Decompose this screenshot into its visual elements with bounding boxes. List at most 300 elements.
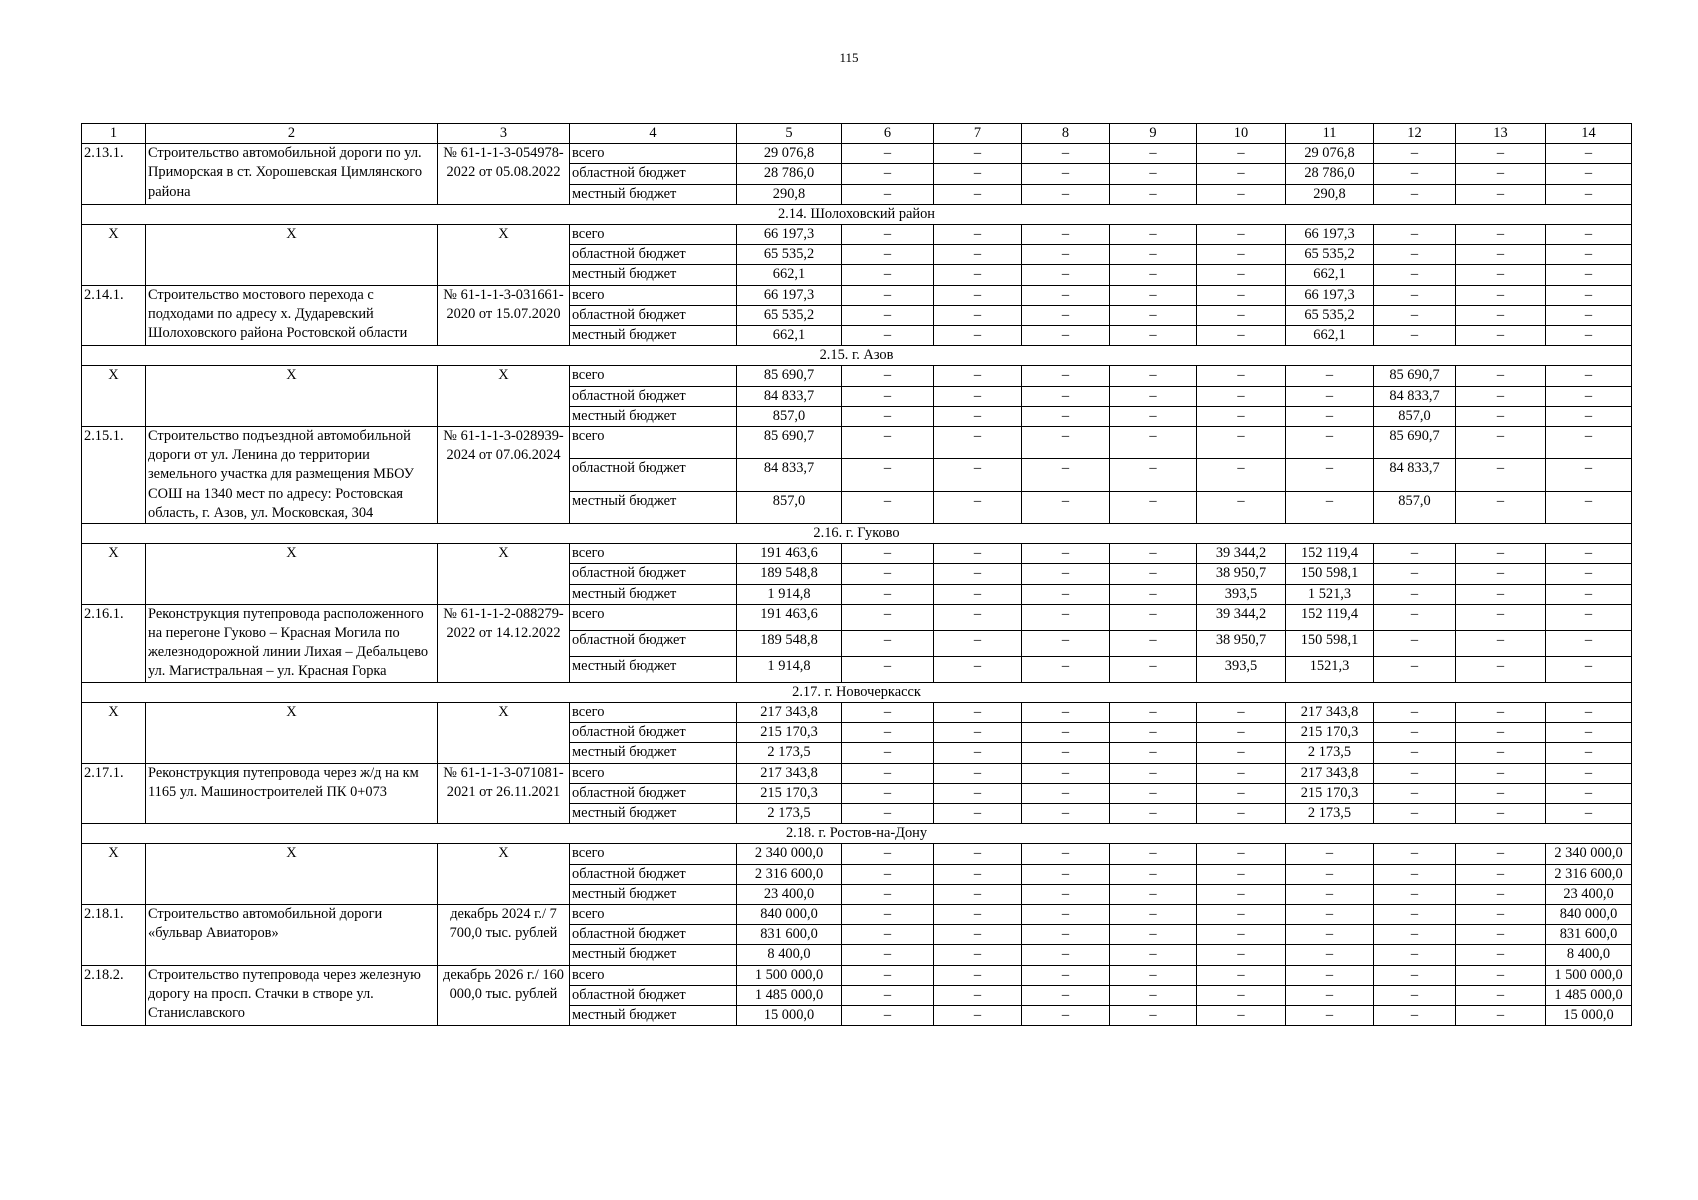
value-cell: –: [1197, 1005, 1286, 1025]
value-cell: –: [1546, 285, 1632, 305]
value-cell: –: [934, 904, 1022, 924]
value-cell: –: [842, 723, 934, 743]
funding-source: областной бюджет: [570, 386, 737, 406]
value-cell: –: [1197, 783, 1286, 803]
value-cell: –: [1374, 184, 1456, 204]
value-cell: 191 463,6: [737, 544, 842, 564]
item-name: Реконструкция путепровода расположенного на перегоне Гуково – Красная Могила по железнодорожной линии Лихая – Дебальцево ул. Магистральная – ул. Красная Горка: [146, 604, 438, 682]
value-cell: –: [842, 144, 934, 164]
value-cell: –: [1286, 844, 1374, 864]
column-header: 14: [1546, 124, 1632, 144]
value-cell: 1 914,8: [737, 584, 842, 604]
value-cell: –: [1546, 723, 1632, 743]
value-cell: –: [1456, 406, 1546, 426]
value-cell: –: [842, 743, 934, 763]
funding-source: местный бюджет: [570, 945, 737, 965]
value-cell: –: [1546, 743, 1632, 763]
value-cell: –: [934, 723, 1022, 743]
value-cell: –: [934, 245, 1022, 265]
item-name: Строительство подъездной автомобильной дороги от ул. Ленина до территории земельного участка для размещения МБОУ СОШ на 1340 мест по адресу: Ростовская область, г. Азов, ул. Московская, 304: [146, 427, 438, 524]
value-cell: –: [842, 783, 934, 803]
value-cell: –: [934, 656, 1022, 682]
value-cell: –: [1374, 584, 1456, 604]
section-row: [82, 346, 1632, 366]
value-cell: –: [842, 406, 934, 426]
value-cell: –: [1286, 491, 1374, 523]
value-cell: –: [842, 225, 934, 245]
column-header: 5: [737, 124, 842, 144]
table-row: [82, 763, 1632, 783]
value-cell: 23 400,0: [1546, 884, 1632, 904]
value-cell: –: [1456, 985, 1546, 1005]
value-cell: –: [1286, 884, 1374, 904]
funding-source: местный бюджет: [570, 184, 737, 204]
value-cell: –: [1546, 265, 1632, 285]
item-name: Строительство путепровода через железную дорогу на просп. Стачки в створе ул. Станиславского: [146, 965, 438, 1026]
value-cell: 66 197,3: [737, 225, 842, 245]
value-cell: 290,8: [1286, 184, 1374, 204]
value-cell: 840 000,0: [1546, 904, 1632, 924]
item-name: Х: [146, 544, 438, 605]
value-cell: –: [1374, 164, 1456, 184]
funding-source: всего: [570, 427, 737, 459]
section-row: [82, 524, 1632, 544]
value-cell: 85 690,7: [737, 427, 842, 459]
column-header: 13: [1456, 124, 1546, 144]
value-cell: –: [1456, 544, 1546, 564]
funding-source: местный бюджет: [570, 265, 737, 285]
value-cell: –: [934, 763, 1022, 783]
funding-source: областной бюджет: [570, 245, 737, 265]
value-cell: –: [1546, 702, 1632, 722]
funding-source: местный бюджет: [570, 406, 737, 426]
value-cell: –: [934, 564, 1022, 584]
value-cell: –: [1546, 604, 1632, 630]
value-cell: 85 690,7: [737, 366, 842, 386]
value-cell: –: [1456, 305, 1546, 325]
value-cell: –: [1022, 544, 1110, 564]
value-cell: 66 197,3: [737, 285, 842, 305]
value-cell: –: [934, 844, 1022, 864]
value-cell: 66 197,3: [1286, 285, 1374, 305]
value-cell: –: [1022, 904, 1110, 924]
value-cell: –: [1110, 904, 1197, 924]
value-cell: –: [1546, 366, 1632, 386]
item-document: Х: [438, 702, 570, 763]
value-cell: –: [934, 630, 1022, 656]
value-cell: –: [1456, 604, 1546, 630]
value-cell: –: [1110, 965, 1197, 985]
value-cell: –: [934, 225, 1022, 245]
value-cell: –: [1374, 925, 1456, 945]
item-name: Х: [146, 844, 438, 905]
value-cell: –: [1197, 985, 1286, 1005]
value-cell: –: [1197, 326, 1286, 346]
value-cell: 217 343,8: [737, 702, 842, 722]
value-cell: 38 950,7: [1197, 630, 1286, 656]
value-cell: –: [842, 945, 934, 965]
value-cell: –: [1022, 225, 1110, 245]
value-cell: 2 173,5: [1286, 743, 1374, 763]
value-cell: –: [1197, 459, 1286, 491]
value-cell: –: [842, 763, 934, 783]
value-cell: –: [1197, 184, 1286, 204]
value-cell: –: [934, 743, 1022, 763]
value-cell: –: [1374, 864, 1456, 884]
value-cell: –: [842, 630, 934, 656]
value-cell: –: [1546, 225, 1632, 245]
column-header: 1: [82, 124, 146, 144]
value-cell: –: [842, 884, 934, 904]
value-cell: 2 173,5: [1286, 803, 1374, 823]
funding-source: местный бюджет: [570, 584, 737, 604]
value-cell: –: [1456, 427, 1546, 459]
value-cell: –: [1374, 656, 1456, 682]
value-cell: –: [1456, 743, 1546, 763]
value-cell: –: [1456, 491, 1546, 523]
value-cell: –: [1546, 763, 1632, 783]
value-cell: –: [1374, 305, 1456, 325]
value-cell: –: [934, 1005, 1022, 1025]
value-cell: –: [1110, 144, 1197, 164]
value-cell: –: [842, 427, 934, 459]
budget-table: [81, 123, 1632, 1026]
value-cell: –: [934, 864, 1022, 884]
value-cell: 831 600,0: [737, 925, 842, 945]
value-cell: –: [1286, 386, 1374, 406]
value-cell: –: [934, 965, 1022, 985]
item-name: Строительство автомобильной дороги по ул. Приморская в ст. Хорошевская Цимлянского района: [146, 144, 438, 205]
value-cell: 857,0: [737, 491, 842, 523]
item-number: Х: [82, 544, 146, 605]
value-cell: 65 535,2: [737, 245, 842, 265]
value-cell: –: [1022, 491, 1110, 523]
value-cell: –: [1456, 844, 1546, 864]
value-cell: –: [1456, 965, 1546, 985]
value-cell: –: [934, 386, 1022, 406]
value-cell: –: [1022, 884, 1110, 904]
value-cell: –: [842, 245, 934, 265]
value-cell: –: [1374, 544, 1456, 564]
value-cell: 15 000,0: [737, 1005, 842, 1025]
value-cell: –: [842, 702, 934, 722]
item-document: № 61-1-1-3-054978-2022 от 05.08.2022: [438, 144, 570, 205]
funding-source: областной бюджет: [570, 164, 737, 184]
value-cell: –: [934, 925, 1022, 945]
funding-source: всего: [570, 904, 737, 924]
section-title: 2.15. г. Азов: [82, 346, 1632, 366]
item-number: 2.13.1.: [82, 144, 146, 205]
value-cell: 39 344,2: [1197, 544, 1286, 564]
value-cell: –: [1456, 884, 1546, 904]
value-cell: –: [1022, 604, 1110, 630]
value-cell: –: [1456, 702, 1546, 722]
funding-source: местный бюджет: [570, 803, 737, 823]
value-cell: –: [1374, 285, 1456, 305]
funding-source: всего: [570, 702, 737, 722]
funding-source: всего: [570, 366, 737, 386]
value-cell: –: [842, 803, 934, 823]
value-cell: –: [1374, 1005, 1456, 1025]
total-row: [82, 544, 1632, 564]
value-cell: –: [1546, 584, 1632, 604]
value-cell: –: [1197, 144, 1286, 164]
page-number: 115: [839, 50, 859, 65]
value-cell: 2 173,5: [737, 743, 842, 763]
value-cell: –: [1374, 965, 1456, 985]
item-number: 2.18.2.: [82, 965, 146, 1026]
item-number: Х: [82, 844, 146, 905]
funding-source: местный бюджет: [570, 326, 737, 346]
value-cell: –: [1374, 945, 1456, 965]
value-cell: –: [1110, 564, 1197, 584]
value-cell: 8 400,0: [1546, 945, 1632, 965]
value-cell: –: [842, 1005, 934, 1025]
value-cell: –: [1197, 427, 1286, 459]
item-document: Х: [438, 844, 570, 905]
value-cell: –: [1110, 1005, 1197, 1025]
value-cell: –: [1374, 985, 1456, 1005]
value-cell: –: [1110, 743, 1197, 763]
value-cell: –: [1022, 1005, 1110, 1025]
value-cell: –: [1022, 803, 1110, 823]
value-cell: –: [842, 386, 934, 406]
value-cell: 8 400,0: [737, 945, 842, 965]
funding-source: всего: [570, 604, 737, 630]
value-cell: –: [1456, 656, 1546, 682]
funding-source: всего: [570, 144, 737, 164]
value-cell: –: [1456, 164, 1546, 184]
item-document: № 61-1-1-3-031661-2020 от 15.07.2020: [438, 285, 570, 346]
value-cell: –: [1546, 305, 1632, 325]
table-row: [82, 604, 1632, 630]
value-cell: –: [1197, 702, 1286, 722]
value-cell: –: [934, 584, 1022, 604]
value-cell: –: [1456, 326, 1546, 346]
value-cell: –: [1022, 366, 1110, 386]
funding-source: всего: [570, 544, 737, 564]
funding-source: всего: [570, 285, 737, 305]
item-name: Х: [146, 225, 438, 286]
value-cell: –: [1374, 245, 1456, 265]
value-cell: 662,1: [1286, 326, 1374, 346]
value-cell: –: [934, 491, 1022, 523]
funding-source: областной бюджет: [570, 459, 737, 491]
item-document: № 61-1-1-3-028939-2024 от 07.06.2024: [438, 427, 570, 524]
value-cell: –: [1110, 584, 1197, 604]
value-cell: –: [1110, 945, 1197, 965]
item-document: № 61-1-1-2-088279-2022 от 14.12.2022: [438, 604, 570, 682]
value-cell: –: [1286, 366, 1374, 386]
item-number: 2.16.1.: [82, 604, 146, 682]
value-cell: –: [1286, 925, 1374, 945]
value-cell: –: [1022, 265, 1110, 285]
value-cell: –: [1197, 245, 1286, 265]
value-cell: 215 170,3: [737, 723, 842, 743]
value-cell: –: [934, 164, 1022, 184]
value-cell: –: [1110, 544, 1197, 564]
column-header: 10: [1197, 124, 1286, 144]
value-cell: 2 173,5: [737, 803, 842, 823]
value-cell: –: [1110, 386, 1197, 406]
value-cell: –: [1197, 925, 1286, 945]
value-cell: –: [934, 544, 1022, 564]
value-cell: –: [1022, 743, 1110, 763]
value-cell: 831 600,0: [1546, 925, 1632, 945]
item-name: Строительство автомобильной дороги «бульвар Авиаторов»: [146, 904, 438, 965]
value-cell: 217 343,8: [1286, 702, 1374, 722]
funding-source: всего: [570, 965, 737, 985]
value-cell: –: [934, 604, 1022, 630]
value-cell: 150 598,1: [1286, 564, 1374, 584]
value-cell: 84 833,7: [737, 459, 842, 491]
value-cell: –: [1197, 164, 1286, 184]
value-cell: –: [1374, 803, 1456, 823]
value-cell: –: [1197, 803, 1286, 823]
value-cell: –: [934, 366, 1022, 386]
value-cell: 2 340 000,0: [737, 844, 842, 864]
value-cell: –: [842, 656, 934, 682]
value-cell: –: [842, 904, 934, 924]
value-cell: 39 344,2: [1197, 604, 1286, 630]
value-cell: 840 000,0: [737, 904, 842, 924]
value-cell: 189 548,8: [737, 564, 842, 584]
value-cell: –: [842, 366, 934, 386]
value-cell: 217 343,8: [737, 763, 842, 783]
item-name: Х: [146, 702, 438, 763]
value-cell: –: [1374, 743, 1456, 763]
value-cell: –: [1286, 427, 1374, 459]
value-cell: –: [1197, 491, 1286, 523]
value-cell: –: [1197, 844, 1286, 864]
value-cell: –: [1022, 945, 1110, 965]
value-cell: –: [1286, 864, 1374, 884]
section-row: [82, 682, 1632, 702]
value-cell: –: [1374, 844, 1456, 864]
value-cell: –: [1197, 366, 1286, 386]
value-cell: 662,1: [1286, 265, 1374, 285]
value-cell: –: [1456, 225, 1546, 245]
value-cell: –: [1022, 326, 1110, 346]
funding-source: областной бюджет: [570, 925, 737, 945]
item-document: Х: [438, 366, 570, 427]
value-cell: –: [1286, 965, 1374, 985]
column-header: 8: [1022, 124, 1110, 144]
item-name: Строительство мостового перехода с подходами по адресу х. Дударевский Шолоховского района Ростовской области: [146, 285, 438, 346]
value-cell: 38 950,7: [1197, 564, 1286, 584]
value-cell: 1521,3: [1286, 656, 1374, 682]
value-cell: –: [1110, 265, 1197, 285]
value-cell: –: [1197, 723, 1286, 743]
value-cell: –: [1110, 783, 1197, 803]
funding-source: местный бюджет: [570, 656, 737, 682]
value-cell: –: [1022, 925, 1110, 945]
value-cell: –: [1110, 459, 1197, 491]
value-cell: 189 548,8: [737, 630, 842, 656]
value-cell: –: [1374, 630, 1456, 656]
value-cell: –: [1110, 763, 1197, 783]
value-cell: –: [1546, 783, 1632, 803]
value-cell: 217 343,8: [1286, 763, 1374, 783]
value-cell: –: [1197, 904, 1286, 924]
value-cell: 85 690,7: [1374, 427, 1456, 459]
value-cell: 84 833,7: [1374, 459, 1456, 491]
funding-source: областной бюджет: [570, 305, 737, 325]
value-cell: –: [1286, 945, 1374, 965]
value-cell: 29 076,8: [737, 144, 842, 164]
funding-source: областной бюджет: [570, 630, 737, 656]
total-row: [82, 702, 1632, 722]
item-document: Х: [438, 544, 570, 605]
value-cell: –: [1022, 386, 1110, 406]
value-cell: –: [842, 164, 934, 184]
value-cell: –: [1374, 564, 1456, 584]
value-cell: –: [1546, 459, 1632, 491]
total-row: [82, 844, 1632, 864]
value-cell: –: [1022, 763, 1110, 783]
value-cell: –: [1110, 884, 1197, 904]
value-cell: –: [934, 184, 1022, 204]
value-cell: –: [1456, 584, 1546, 604]
value-cell: –: [1197, 265, 1286, 285]
item-number: Х: [82, 702, 146, 763]
value-cell: 215 170,3: [737, 783, 842, 803]
value-cell: 65 535,2: [1286, 245, 1374, 265]
value-cell: –: [1286, 904, 1374, 924]
table-row: [82, 285, 1632, 305]
value-cell: –: [1197, 305, 1286, 325]
value-cell: –: [842, 491, 934, 523]
value-cell: 393,5: [1197, 584, 1286, 604]
value-cell: –: [934, 985, 1022, 1005]
total-row: [82, 366, 1632, 386]
value-cell: –: [842, 184, 934, 204]
value-cell: –: [1110, 406, 1197, 426]
value-cell: 2 316 600,0: [737, 864, 842, 884]
value-cell: 152 119,4: [1286, 544, 1374, 564]
column-header: 11: [1286, 124, 1374, 144]
value-cell: 28 786,0: [1286, 164, 1374, 184]
value-cell: –: [1546, 144, 1632, 164]
value-cell: –: [842, 965, 934, 985]
item-document: Х: [438, 225, 570, 286]
funding-source: областной бюджет: [570, 564, 737, 584]
funding-source: областной бюджет: [570, 985, 737, 1005]
header-row: [82, 124, 1632, 144]
value-cell: –: [1456, 245, 1546, 265]
funding-source: областной бюджет: [570, 783, 737, 803]
value-cell: 65 535,2: [737, 305, 842, 325]
value-cell: –: [1197, 763, 1286, 783]
table-row: [82, 965, 1632, 985]
value-cell: –: [1456, 925, 1546, 945]
section-title: 2.14. Шолоховский район: [82, 204, 1632, 224]
value-cell: –: [1110, 925, 1197, 945]
value-cell: –: [1546, 427, 1632, 459]
value-cell: –: [1374, 604, 1456, 630]
value-cell: –: [1110, 864, 1197, 884]
value-cell: 150 598,1: [1286, 630, 1374, 656]
value-cell: –: [1197, 406, 1286, 426]
value-cell: 191 463,6: [737, 604, 842, 630]
value-cell: –: [1110, 630, 1197, 656]
value-cell: –: [1197, 743, 1286, 763]
value-cell: 1 521,3: [1286, 584, 1374, 604]
value-cell: –: [1197, 965, 1286, 985]
value-cell: –: [1456, 285, 1546, 305]
value-cell: –: [1110, 245, 1197, 265]
value-cell: 15 000,0: [1546, 1005, 1632, 1025]
